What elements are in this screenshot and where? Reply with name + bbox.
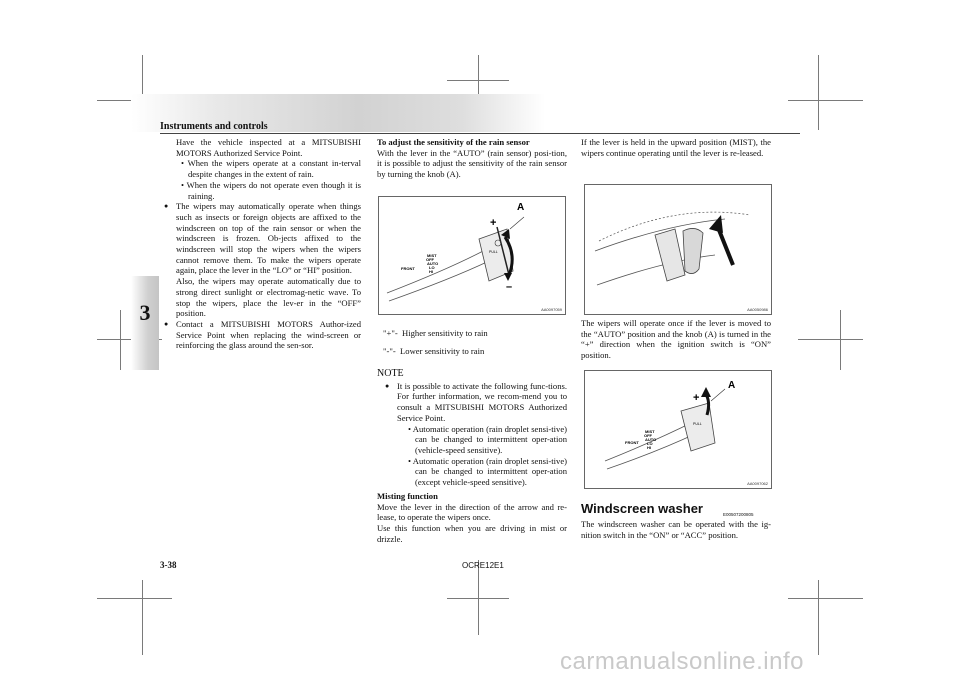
legend-key: "+"- [383,328,398,338]
position-off: OFF [426,257,434,262]
crop-mark [447,80,509,81]
right-column-bottom [581,519,771,540]
left-column [164,137,361,351]
position-hi: HI [429,269,433,274]
figure-code: AA0097059 [541,307,562,312]
watermark: carmanualsonline.info [560,648,804,675]
legend-key: "-"- [383,346,396,356]
crop-mark [818,580,819,655]
crop-mark [818,55,819,130]
note-block [377,369,567,488]
paragraph: With the lever in the “AUTO” (rain sensor) posi-tion, it is possible to adjust the sensitivity of the rain sensor by turning the knob (A). [377,147,567,180]
sub-bullet: • When the wipers do not operate even though it is raining. [181,179,361,201]
plus-label: + [693,392,700,404]
section-title: Instruments and controls [160,121,268,132]
wiper-lever-illustration [379,197,565,314]
front-label: FRONT [401,266,415,271]
section-heading: Windscreen washer [581,501,703,516]
figure-mist-lever [584,184,772,315]
crop-mark [142,580,143,655]
subheading: Misting function [377,491,438,501]
misting-section [377,491,567,545]
position-auto: AUTO [427,261,439,266]
legend-text: Lower sensitivity to rain [400,346,485,356]
middle-column-intro [377,137,567,180]
paragraph: Move the lever in the direction of the arrow and re-lease, to operate the wipers once. [377,501,567,523]
knob-label: A [517,202,525,213]
figure-code: AA0097062 [747,481,768,486]
chapter-number: 3 [139,300,151,325]
legend-plus [383,328,488,339]
position-mist: MIST [645,429,655,434]
figure-rain-sensor-knob [378,196,566,315]
header-rule [160,133,800,134]
legend-minus [383,346,484,357]
note-title: NOTE [377,368,404,379]
bullet-icon: ● [164,319,169,328]
crop-mark [788,598,863,599]
crop-mark [97,598,172,599]
legend-text: Higher sensitivity to rain [402,328,488,338]
mist-lever-illustration [585,185,771,314]
paragraph: The wipers may automatically operate when things such as insects or foreign objects are affixed to the windscreen on top of the rain sensor or when the windscreen is frozen. Ob-jects affixed to the windscreen will stop the wipers when the wipers cannot remove them. To make the wipers operate again, place the lever in the “LO” or “HI” position. [176,201,361,276]
paragraph: It is possible to activate the following func-tions. For further information, we recom-mend you to consult a MITSUBISHI MOTORS Authorized Service Point. [397,380,567,423]
figure-auto-knob [584,370,772,489]
position-auto: AUTO [645,437,657,442]
knob-label: A [728,380,736,391]
right-column-intro [581,137,771,158]
sub-bullet: • Automatic operation (rain droplet sensi-tive) can be changed to intermittent oper-ation (except vehicle-speed sensitive). [408,455,567,488]
position-mist: MIST [427,253,437,258]
crop-mark [788,100,863,101]
plus-label: + [490,217,497,229]
sub-bullet: • Automatic operation (rain droplet sensi-tive) can be changed to intermittent oper-ation (vehicle-speed sensitive). [408,423,567,455]
position-off: OFF [644,433,652,438]
document-code: OCRE12E1 [462,561,504,570]
page-number: 3-38 [160,560,177,570]
sub-bullet: • When the wipers operate at a constant in-terval despite changes in the extent of rain. [181,158,361,180]
position-lo: LO [429,265,435,270]
auto-knob-illustration [585,371,771,488]
heading-code: E00507200805 [723,512,754,517]
bullet-item [164,201,361,319]
pull-label: PULL [489,250,498,254]
crop-mark [447,598,509,599]
subheading: To adjust the sensitivity of the rain sensor [377,137,530,147]
pull-label: PULL [693,422,702,426]
paragraph: If the lever is held in the upward position (MIST), the wipers continue operating until the lever is re-leased. [581,137,771,158]
crop-mark [120,310,121,370]
figure-code: AA0050986 [747,307,768,312]
paragraph: Contact a MITSUBISHI MOTORS Author-ized Service Point when replacing the wind-screen or reinforcing the glass around the sen-sor. [176,318,361,351]
paragraph: The windscreen washer can be operated with the ig-nition switch in the “ON” or “ACC” position. [581,519,771,540]
paragraph: Also, the wipers may operate automatically due to strong direct sunlight or electromag-netic wave. To stop the wipers, place the lev-er in the “OFF” position. [176,276,361,319]
paragraph: Have the vehicle inspected at a MITSUBISHI MOTORS Authorized Service Point. [176,137,361,158]
bullet-icon: ● [164,202,169,211]
bullet-icon: ● [385,381,390,390]
paragraph: The wipers will operate once if the lever is moved to the “AUTO” position and the knob (A) is turned in the “+” direction when the ignition switch is “ON” position. [581,318,771,361]
right-column-middle [581,318,771,361]
bullet-item [164,319,361,351]
crop-mark [798,339,863,340]
bullet-item [377,381,567,488]
front-label: FRONT [625,440,639,445]
crop-mark [840,310,841,370]
position-hi: HI [647,445,651,450]
minus-label: – [506,281,513,293]
paragraph: Use this function when you are driving in mist or drizzle. [377,523,567,544]
position-lo: LO [647,441,653,446]
